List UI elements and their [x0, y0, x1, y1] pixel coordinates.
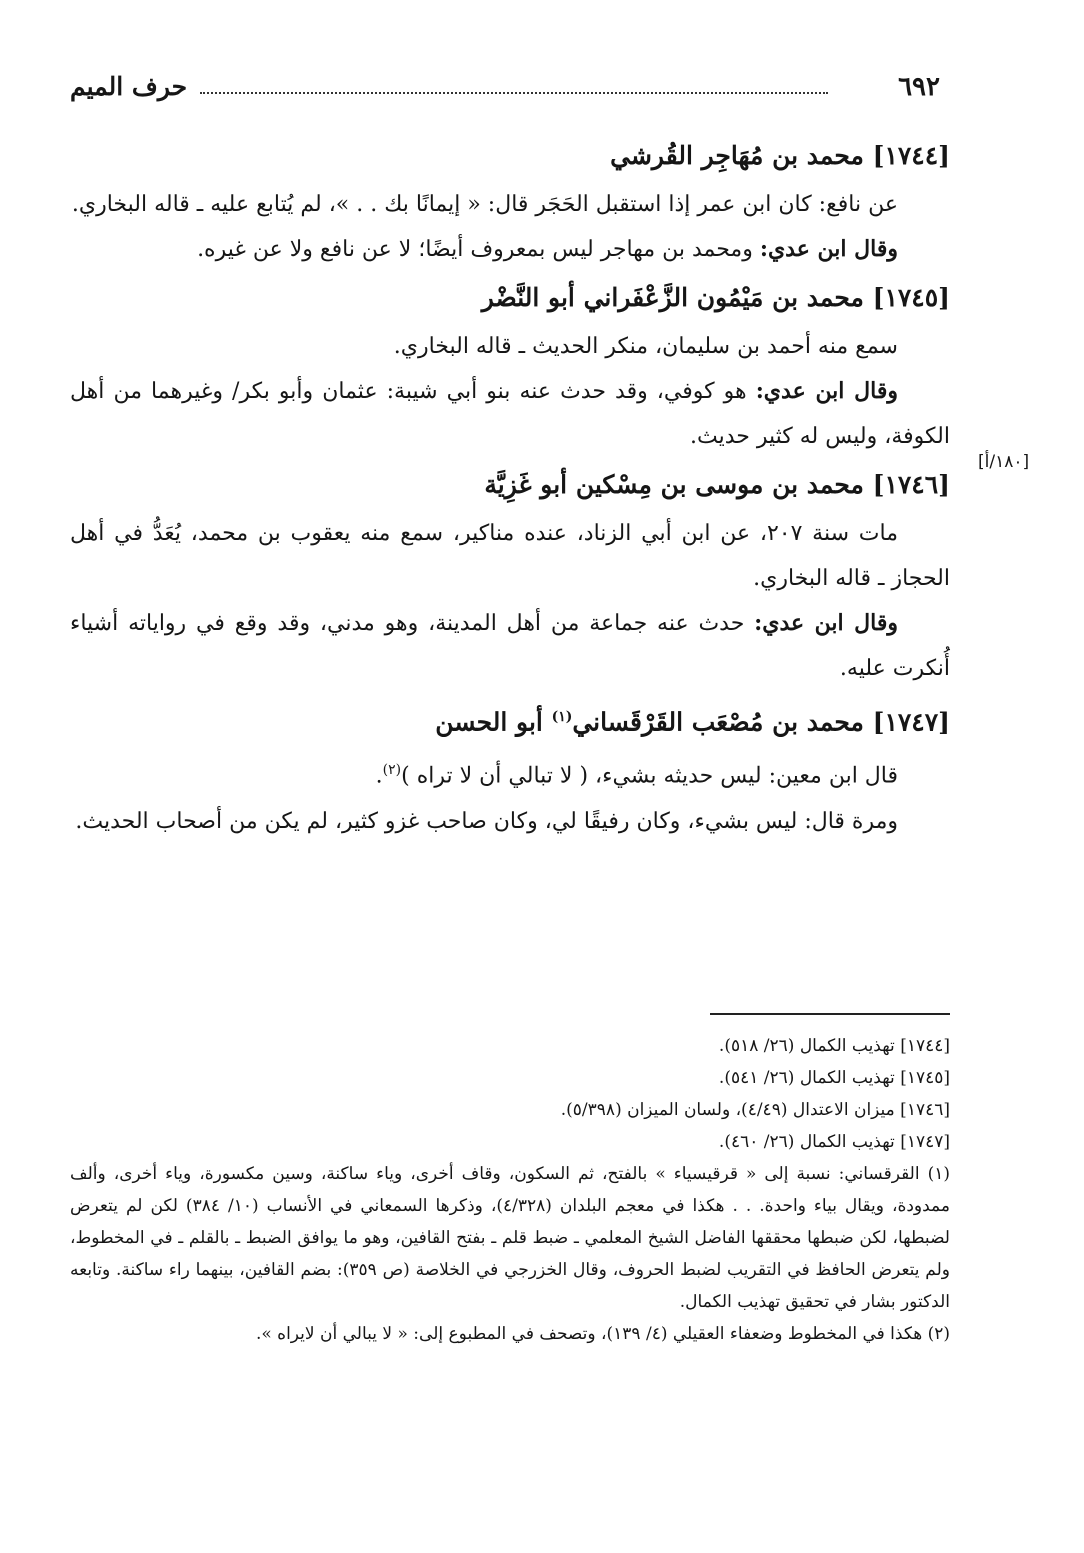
paragraph-tail: . — [375, 763, 383, 789]
entry-title-kunya: أبو الحسن — [435, 707, 552, 737]
paragraph-text: هو كوفي، وقد حدث عنه بنو أبي شيبة: عثمان وأبو بكر/ وغيرهما من أهل الكوفة، وليس له كثير حديث. — [70, 379, 950, 449]
footnote: [١٧٤٥] تهذيب الكمال (٢٦/ ٥٤١). — [718, 1068, 950, 1088]
footnote: (١) القرقساني: نسبة إلى « قرقيسياء » بالفتح، ثم السكون، وقاف أخرى، وياء ساكنة، وسين مكسورة، وياء أخرى، وألف ممدودة، ويقال بياء واحدة. . . هكذا في معجم البلدان (٤/٣٢٨)، وذكرها السمعاني في الأنساب (١٠/ ٣٨٤) لكن لم يتعرض لضبطها، لكن ضبطها محققها الفاضل الشيخ المعلمي ـ ضبط قلم ـ بفتح القافين، وهو ما يوافق الضبط ـ بالقلم ـ في المخطوط، ولم يتعرض الحافظ في التقريب لضبط الحروف، وقال الخزرجي في الخلاصة (ص ٣٥٩): بضم القافين، بينهما راء ساكنة. وتابعه الدكتور بشار في تحقيق تهذيب الكمال. — [70, 1164, 951, 1312]
entry-paragraph — [70, 324, 950, 369]
entry-title: [١٧٤٦] محمد بن موسى بن مِسْكين أبو غَزِيَّة — [484, 470, 950, 499]
entry-paragraph — [70, 601, 950, 691]
entry-paragraph — [70, 227, 950, 272]
footnote: [١٧٤٦] ميزان الاعتدال (٤/٤٩)، ولسان الميزان (٥/٣٩٨). — [560, 1100, 950, 1120]
paragraph-text: حدث عنه جماعة من أهل المدينة، وهو مدني، وقد وقع في رواياته أشياء أُنكرت عليه. — [70, 611, 950, 681]
footnotes — [70, 1030, 950, 1350]
paragraph-lead: وقال ابن عدي: — [754, 610, 898, 636]
footnote-marker: (٢) — [382, 762, 402, 779]
paragraph-text: مات سنة ٢٠٧، عن ابن أبي الزناد، عنده مناكير، سمع منه يعقوب بن محمد، يُعَدُّ في أهل الحجاز ـ قاله البخاري. — [70, 521, 950, 591]
header-rule — [200, 92, 828, 94]
footnote-marker: (١) — [551, 709, 573, 725]
entry-title: [١٧٤٤] محمد بن مُهَاجِر القُرشي — [610, 141, 950, 170]
entry-title: [١٧٤٥] محمد بن مَيْمُون الزَّعْفَراني أبو النَّضْر — [481, 283, 950, 312]
paragraph-lead: وقال ابن عدي: — [759, 236, 898, 262]
entry-paragraph — [70, 182, 950, 227]
chapter-title: حرف الميم — [70, 72, 188, 101]
entry-paragraph — [70, 369, 950, 459]
running-header — [70, 72, 940, 112]
paragraph-lead: وقال ابن عدي: — [755, 378, 898, 404]
footnote-separator — [710, 1013, 950, 1015]
entry-paragraph — [70, 748, 950, 798]
manuscript-folio-ref: [١٨٠/أ] — [978, 452, 1030, 472]
page-number: ٦٩٢ — [898, 72, 940, 102]
paragraph-text: ومرة قال: ليس بشيء، وكان رفيقًا لي، وكان صاحب غزو كثير، لم يكن من أصحاب الحديث. — [75, 808, 898, 834]
footnote: [١٧٤٧] تهذيب الكمال (٢٦/ ٤٦٠). — [718, 1132, 950, 1152]
entry-paragraph — [70, 799, 950, 844]
entry-paragraph — [70, 511, 950, 601]
footnote: (٢) هكذا في المخطوط وضعفاء العقيلي (٤/ ١٣٩)، وتصحف في المطبوع إلى: « لا يبالي أن لايراه ». — [255, 1324, 950, 1344]
page-body — [70, 130, 950, 844]
footnote: [١٧٤٤] تهذيب الكمال (٢٦/ ٥١٨). — [718, 1036, 950, 1056]
paragraph-text: عن نافع: كان ابن عمر إذا استقبل الحَجَر قال: « إيمانًا بك . . »، لم يُتابع عليه ـ قاله البخاري. — [71, 192, 898, 217]
entry-title-main: [١٧٤٧] محمد بن مُصْعَب القَرْقَساني — [572, 707, 950, 737]
entry-title — [70, 691, 950, 748]
paragraph-text: سمع منه أحمد بن سليمان، منكر الحديث ـ قاله البخاري. — [393, 334, 898, 359]
paragraph-text: ومحمد بن مهاجر ليس بمعروف أيضًا؛ لا عن نافع ولا عن غيره. — [197, 237, 760, 262]
paragraph-text: قال ابن معين: ليس حديثه بشيء، ( لا تبالي أن لا تراه ) — [401, 763, 898, 789]
